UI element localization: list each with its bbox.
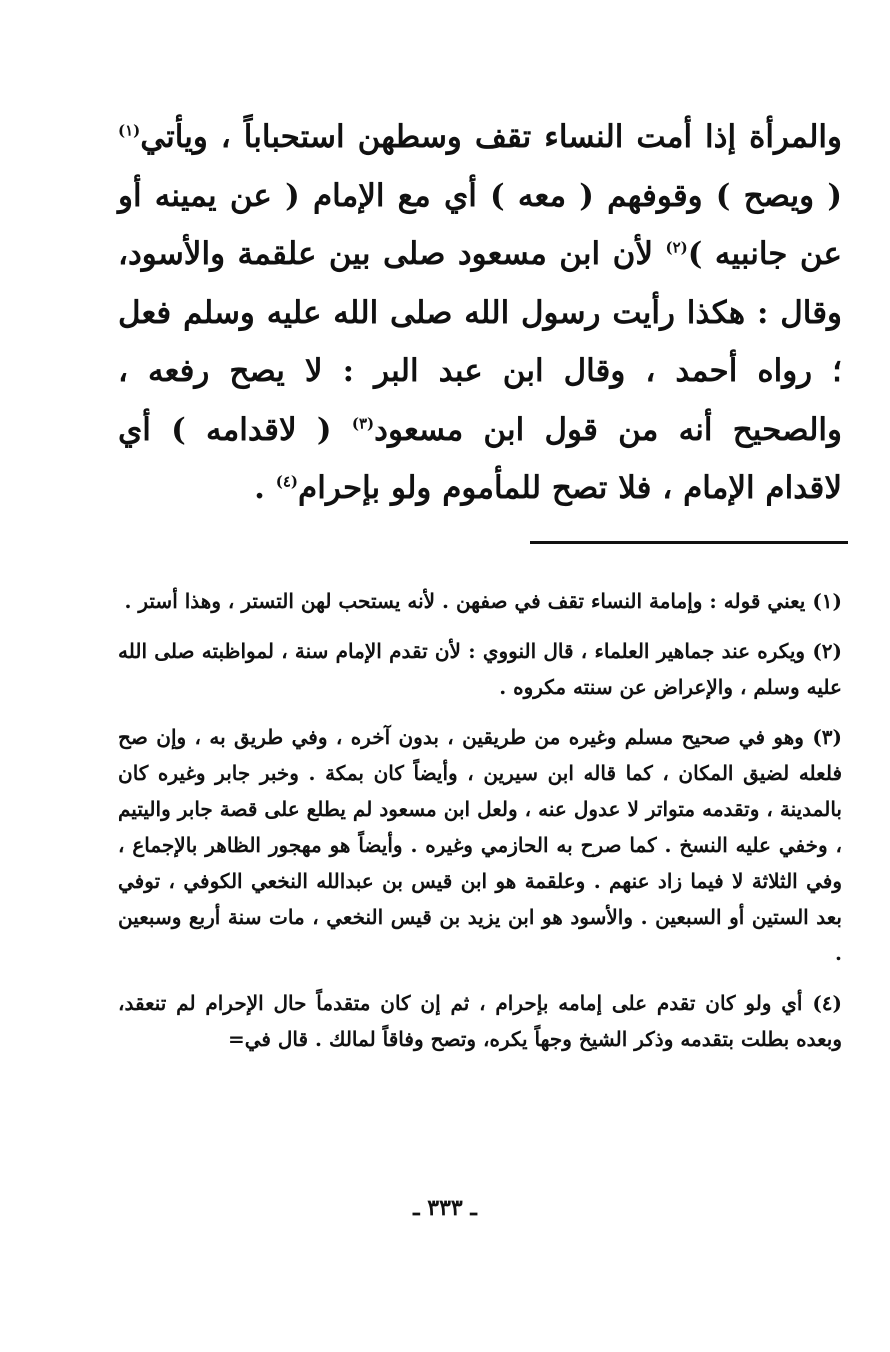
footnote-ref: (٣) <box>351 414 375 433</box>
footnote-text: يعني قوله : وإمامة النساء تقف في صفهن . لأنه يستحب لهن التستر ، وهذا أستر . <box>124 589 813 613</box>
footnote-number: (٢) <box>812 639 842 663</box>
main-text <box>118 108 842 518</box>
footnotes <box>118 583 842 1071</box>
footnote-separator <box>530 541 848 544</box>
main-text-segment: ( لاقدامه ) أي لاقدام الإمام ، فلا تصح للمأموم ولو بإحرام <box>118 411 842 506</box>
footnote-number: (٣) <box>812 725 842 749</box>
footnote-ref: (٤) <box>275 472 299 491</box>
footnote-text: وهو في صحيح مسلم وغيره من طريقين ، بدون آخره ، وفي طريق به ، وإن صح فلعله لضيق المكان ، كما قاله ابن سيرين ، وأيضاً كان بمكة . وخبر جابر وغيره كان بالمدينة ، وتقدمه متواتر لا عدول عنه ، ولعل ابن مسعود لم يطلع على قصة جابر واليتيم ، وخفي عليه النسخ . كما صرح به الحازمي وغيره . وأيضاً هو مهجور الظاهر بالإجماع ، وفي الثلاثة لا فيما زاد عنهم . وعلقمة هو ابن قيس بن عبدالله النخعي الكوفي ، توفي بعد الستين أو السبعين . والأسود هو ابن يزيد بن قيس النخعي ، مات سنة أربع وسبعين . <box>118 725 842 965</box>
footnote <box>118 985 842 1057</box>
footnote-ref: (٢) <box>665 238 688 257</box>
main-text-segment: . <box>254 470 276 506</box>
footnote-text: أي ولو كان تقدم على إمامه بإحرام ، ثم إن كان متقدماً حال الإحرام لم تنعقد، وبعده بطلت بتقدمه وذكر الشيخ وجهاً يكره، وتصح وفاقاً لمالك . قال في= <box>118 991 842 1051</box>
main-text-segment: ( ويصح ) وقوفهم ( معه ) أي مع الإمام ( عن يمينه أو عن جانبيه ) <box>118 177 842 272</box>
footnote-ref: (١) <box>118 121 141 140</box>
footnote-text: ويكره عند جماهير العلماء ، قال النووي : لأن تقدم الإمام سنة ، لمواظبته صلى الله عليه وسلم ، والإعراض عن سنته مكروه . <box>118 639 842 699</box>
page-number: ـ ٣٣٣ ـ <box>413 1195 477 1221</box>
footnote-number: (٤) <box>812 991 842 1015</box>
footnote <box>118 719 842 971</box>
main-text-segment: لأن ابن مسعود صلى بين علقمة والأسود، وقال : هكذا رأيت رسول الله صلى الله عليه وسلم فعل ؛ رواه أحمد ، وقال ابن عبد البر : لا يصح رفعه ، والصحيح أنه من قول ابن مسعود <box>118 236 843 448</box>
footnote <box>118 583 842 619</box>
main-text-segment: والمرأة إذا أمت النساء تقف وسطهن استحباباً ، ويأتي <box>140 119 842 155</box>
footnote-number: (١) <box>812 589 842 613</box>
footnote <box>118 633 842 705</box>
